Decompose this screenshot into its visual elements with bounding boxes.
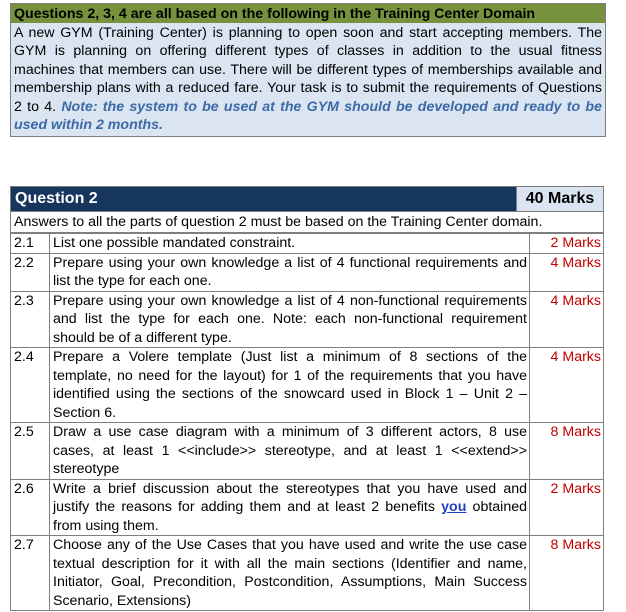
part-marks: 8 Marks xyxy=(530,536,604,611)
question-title: Question 2 xyxy=(11,187,516,211)
table-row xyxy=(11,423,604,480)
part-marks: 2 Marks xyxy=(530,234,604,254)
domain-header: Questions 2, 3, 4 are all based on the following in the Training Center Domain xyxy=(11,4,605,23)
part-number: 2.7 xyxy=(11,536,50,611)
part-text-before: Write a brief discussion about the stereotypes that you have used and justify the reasons for adding them and at least 2 benefits xyxy=(53,480,527,515)
domain-box xyxy=(10,3,606,137)
part-number: 2.1 xyxy=(11,234,50,254)
table-row xyxy=(11,253,604,291)
domain-note: Note: the system to be used at the GYM should be developed and ready to be used within 2 months. xyxy=(14,98,602,134)
table-row xyxy=(11,479,604,536)
part-marks: 4 Marks xyxy=(530,348,604,423)
part-text: List one possible mandated constraint. xyxy=(50,234,530,254)
part-text: Draw a use case diagram with a minimum of 3 different actors, 8 use cases, at least 1 <<include>> stereotype, and at least 1 <<extend>> stereotype xyxy=(50,423,530,480)
part-marks: 4 Marks xyxy=(530,291,604,348)
part-text: Prepare using your own knowledge a list of 4 non-functional requirements and list the type for each one. Note: each non-functional requirement should be of a different type. xyxy=(50,291,530,348)
part-text: Prepare using your own knowledge a list of 4 functional requirements and list the type for each one. xyxy=(50,253,530,291)
domain-paragraph: A new GYM (Training Center) is planning to open soon and start accepting members. The GYM is planning on offering different types of classes in addition to the usual fitness machines that members can use. There will be different types of memberships available and membership plans with a reduced fare. Your task is to submit the requirements of Questions 2 to 4. xyxy=(14,25,602,115)
emphasized-you: you xyxy=(441,499,467,515)
part-number: 2.2 xyxy=(11,253,50,291)
question-2-box xyxy=(10,186,604,611)
part-marks: 2 Marks xyxy=(530,479,604,536)
part-number: 2.3 xyxy=(11,291,50,348)
part-number: 2.5 xyxy=(11,423,50,480)
part-number: 2.4 xyxy=(11,348,50,423)
question-intro: Answers to all the parts of question 2 must be based on the Training Center domain. xyxy=(10,212,604,233)
domain-description xyxy=(11,23,605,136)
question-total-marks: 40 Marks xyxy=(516,187,603,211)
table-row xyxy=(11,234,604,254)
part-text xyxy=(50,479,530,536)
part-text-after: obtained from using them. xyxy=(53,499,527,534)
part-text: Prepare a Volere template (Just list a minimum of 8 sections of the template, no need for the layout) for 1 of the requirements that you have identified using the sections of the snowcard used in Block 1 – Unit 2 – Section 6. xyxy=(50,348,530,423)
question-header xyxy=(10,186,604,212)
table-row xyxy=(11,348,604,423)
part-marks: 8 Marks xyxy=(530,423,604,480)
table-row xyxy=(11,291,604,348)
part-number: 2.6 xyxy=(11,479,50,536)
question-parts-table xyxy=(10,233,604,611)
part-marks: 4 Marks xyxy=(530,253,604,291)
table-row xyxy=(11,536,604,611)
part-text: Choose any of the Use Cases that you have used and write the use case textual description for it with all the main sections (Identifier and name, Initiator, Goal, Precondition, Postcondition, Assumptions, Main Success Scenario, Extensions) xyxy=(50,536,530,611)
